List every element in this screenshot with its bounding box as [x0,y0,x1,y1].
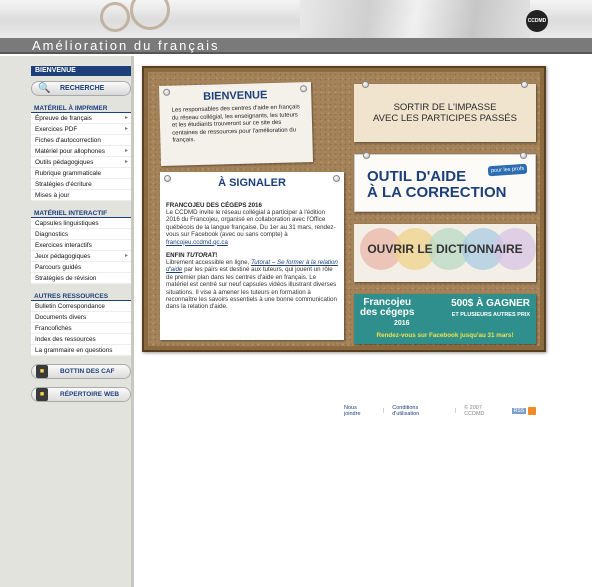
pushpin-icon [520,152,527,159]
contact-link[interactable]: Nous joindre [344,405,361,417]
caf-icon: ■ [36,365,48,378]
welcome-note [159,82,313,166]
repertoire-label: RÉPERTOIRE WEB [60,391,120,398]
news-title: FRANCOJEU DES CÉGEPS 2016 [166,202,262,209]
rss-badge[interactable]: RSS [513,408,525,414]
bottin-label: BOTTIN DES CAF [60,368,115,375]
sidebar-item[interactable]: Index des ressources [31,334,131,345]
profs-tag: pour les profs [487,164,527,177]
welcome-title: BIENVENUE [203,89,268,103]
outil-correction-card[interactable] [354,154,536,212]
impasse-line-1: SORTIR DE L'IMPASSE [393,102,497,113]
chevron-right-icon: ▸ [124,148,128,154]
news-text: Le CCDMD invite le réseau collégial à participer à l'édition 2016 du Francojeu, organisé en collaboration avec l'Office québécois de la langue française. Du 1er au 31 mars, rendez-vous sur Facebook (avec ou sans compte) à francojeu.ccdmd.qc.ca [166,209,336,246]
dictionnaire-label: OUVRIR LE DICTIONNAIRE [367,242,523,256]
ring-decoration [130,0,170,30]
chevron-right-icon: ▸ [124,115,128,121]
section-title-ressources: AUTRES RESSOURCES [31,292,131,301]
sidebar-item[interactable]: Outils pédagogiques ▸ [31,157,131,168]
copyright: © 2007 CCDMD [464,405,485,417]
sidebar-item[interactable]: Mises à jour [31,190,131,201]
sidebar-item[interactable]: Documents divers [31,312,131,323]
sidebar-item[interactable]: Épreuve de français ▸ [31,113,131,124]
news-text: Librement accessible en ligne, Tutorat – Se former à la relation d'aide par les pairs est destiné aux tuteurs, qui jouent un rôle de premier plan dans les centres d'aide en français. Le matériel est centré sur neuf capsules vidéos illustrant diverses situations. Il vise à amener les tuteurs en formation à reconnaître les savoirs essentiels à une bonne communication dans la relation d'aide. [166,259,338,311]
sidebar-item[interactable]: Stratégies d'écriture [31,179,131,190]
sidebar-item[interactable]: Parcours guidés [31,262,131,273]
francojeu-year: 2016 [394,320,410,327]
news-title: ENFIN TUTORAT! [166,252,218,260]
sidebar-item-bienvenue[interactable]: BIENVENUE [31,66,131,76]
sidebar-item[interactable]: Stratégies de révision [31,273,131,284]
sidebar-item[interactable]: Francofiches [31,323,131,334]
pushpin-icon [362,81,369,88]
dictionnaire-card[interactable] [354,224,536,282]
welcome-text: Les responsables des centres d'aide en français du réseau collégial, les enseignants, les tuteurs et les étudiants trouveront sur ce site des centaines de ressources pour l'amélioration du français. [171,104,300,144]
sidebar-item[interactable]: Capsules linguistiques [31,218,131,229]
search-button[interactable] [31,81,131,96]
magnifier-icon: 🔍 [38,82,51,94]
search-button-label: RECHERCHE [60,85,105,92]
chevron-right-icon: ▸ [124,126,128,132]
pushpin-icon [521,81,528,88]
ccdmd-logo[interactable]: CCDMD [526,10,548,32]
sidebar-item[interactable]: Exercices PDF ▸ [31,124,131,135]
bottin-button[interactable] [31,364,131,379]
francojeu-title: Francojeu des cégeps [360,297,415,318]
chevron-right-icon: ▸ [124,253,128,259]
repertoire-button[interactable] [31,387,131,402]
cork-surface [148,72,540,346]
pushpin-icon [164,175,171,182]
impasse-line-2: AVEC LES PARTICIPES PASSÉS [373,113,517,124]
prize-sub: ET PLUSIEURS AUTRES PRIX [451,312,530,318]
sidebar-item[interactable]: La grammaire en questions [31,345,131,356]
at-sign-decoration [100,2,130,32]
tutorat-link[interactable]: Tutorat – Se former à la relation d'aide [166,259,338,274]
sidebar-item[interactable]: Fiches d'autocorrection [31,135,131,146]
francojeu-link[interactable]: francojeu.ccdmd.qc.ca [166,238,228,246]
footer [344,406,544,416]
signaler-note [160,172,344,340]
section-title-interactif: MATÉRIEL INTERACTIF [31,209,131,218]
sidebar-item[interactable]: Jeux pédagogiques ▸ [31,251,131,262]
site-title: Amélioration du français [32,38,220,53]
sidebar-item[interactable]: Matériel pour allophones ▸ [31,146,131,157]
sidebar-item[interactable]: Bulletin Correspondance [31,301,131,312]
chevron-right-icon: ▸ [124,159,128,165]
cork-board [142,66,546,352]
site-title-bar [0,38,592,54]
pushpin-icon [300,85,307,92]
impasse-card[interactable] [354,84,536,142]
terms-link[interactable]: Conditions d'utilisation [392,405,420,417]
book-decoration [300,0,530,38]
separator: | [454,408,457,414]
sidebar-item[interactable]: Diagnostics [31,229,131,240]
prize-amount: 500$ À GAGNER [451,298,530,309]
separator: | [382,408,385,414]
pushpin-icon [363,152,370,159]
web-directory-icon: ■ [36,388,48,401]
facebook-cta: Rendez-vous sur Facebook jusqu'au 31 mars! [376,332,514,339]
header-banner [0,0,592,38]
signaler-title: À SIGNALER [218,177,286,189]
sidebar-item[interactable]: Exercices interactifs [31,240,131,251]
francojeu-card[interactable] [354,294,536,344]
sidebar-item[interactable]: Rubrique grammaticale [31,168,131,179]
outil-title: OUTIL D'AIDE À LA CORRECTION [367,168,507,201]
rss-feed-icon[interactable] [528,407,536,415]
pushpin-icon [333,175,340,182]
section-title-imprimer: MATÉRIEL À IMPRIMER [31,104,131,113]
sidebar [0,56,134,587]
